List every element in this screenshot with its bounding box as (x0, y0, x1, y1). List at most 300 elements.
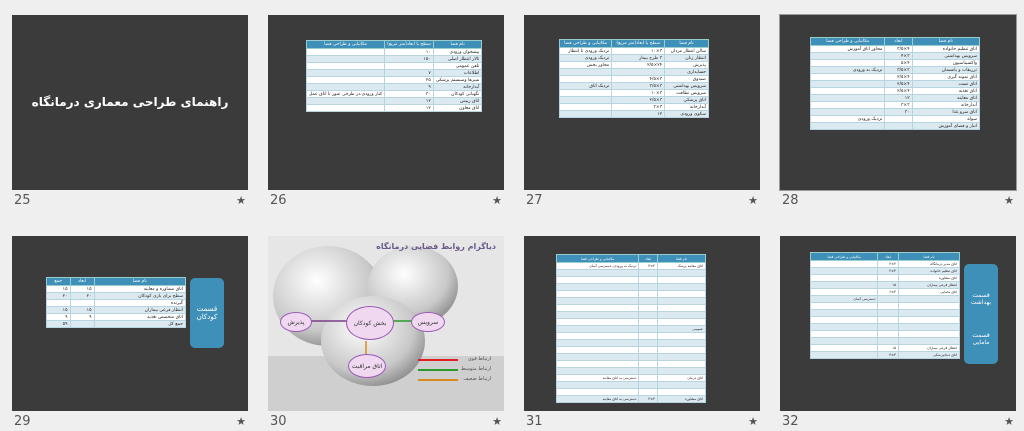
slide-number: 25 (14, 193, 31, 208)
slide-canvas (524, 15, 760, 190)
table-cell (811, 303, 878, 310)
table-cell (639, 270, 657, 277)
table-row (811, 88, 980, 95)
table-cell (639, 333, 657, 340)
table-cell: انتظار فرعی بیماران (94, 307, 185, 314)
table-header-cell: نام فضا (94, 278, 185, 286)
node-bottom: اتاق مراقبت (348, 354, 386, 378)
table-cell: ۱۵ (47, 307, 71, 314)
table-cell: ۴×۵ (885, 60, 912, 67)
table-header-row (811, 38, 980, 46)
table-cell (811, 88, 885, 95)
table-row (557, 389, 706, 396)
table-cell (639, 291, 657, 298)
table-cell (557, 347, 639, 354)
table-cell: اتاق نمونه گیری (912, 74, 979, 81)
table-row (811, 317, 960, 324)
star-icon: ★ (492, 194, 502, 207)
table-cell: مجاور اتاق آموزش (811, 46, 885, 53)
table-cell: انتظار زنان (665, 55, 709, 62)
table-cell (560, 69, 612, 76)
table-cell (557, 340, 639, 347)
node-center: بخش کودکان (346, 306, 394, 340)
table-cell: ۹ (47, 314, 71, 321)
table-cell (557, 291, 639, 298)
table-cell: ۴×۲/۵ (885, 81, 912, 88)
table-cell: ۲۰ (47, 293, 71, 300)
table-cell (557, 270, 639, 277)
table-cell: سرویس نظافت (665, 90, 709, 97)
table-row (47, 307, 186, 314)
slide-canvas (268, 15, 504, 190)
table-row (811, 53, 980, 60)
table-cell (557, 354, 639, 361)
table-row (307, 63, 482, 70)
table-cell: نزدیک ورودی (811, 116, 885, 123)
table-cell (811, 317, 878, 324)
table-cell (639, 382, 657, 389)
table-cell: تالار انتظار اصلی (433, 56, 482, 63)
table-cell: اتاق درمان (657, 375, 705, 382)
table-cell (657, 382, 705, 389)
table-cell (307, 56, 385, 63)
table-cell (898, 303, 959, 310)
slide-table (306, 40, 482, 112)
table-cell: نزدیک اتاق (560, 83, 612, 90)
table-cell (657, 354, 705, 361)
slide-number: 31 (526, 414, 543, 429)
table-cell (639, 340, 657, 347)
table-row (557, 340, 706, 347)
table-cell (878, 317, 899, 324)
table-row (557, 312, 706, 319)
table-cell: ۱۵ (47, 286, 71, 293)
table-cell (878, 310, 899, 317)
table-cell (639, 298, 657, 305)
table-cell: ۳×۴/۵ (612, 76, 665, 83)
table-cell: ۱۵ (70, 286, 94, 293)
table-row (557, 375, 706, 382)
table-cell: اتاق مشاوره (657, 396, 705, 403)
table-cell: نزدیک ورودی تا انتظار (560, 48, 612, 55)
star-icon: ★ (492, 415, 502, 428)
table-header-cell: نام فضا (657, 255, 705, 263)
table-cell (657, 347, 705, 354)
table-row (811, 345, 960, 352)
table-header-cell: ابعاد (878, 253, 899, 261)
table-cell: تزریقات و پانسمان (912, 67, 979, 74)
table-header-row (557, 255, 706, 263)
table-row (557, 361, 706, 368)
table-cell (811, 74, 885, 81)
table-row (811, 310, 960, 317)
slide-table (810, 252, 960, 359)
table-cell (657, 368, 705, 375)
slide-number: 30 (270, 414, 287, 429)
table-cell (639, 354, 657, 361)
table-header-cell: نام فضا (665, 40, 709, 48)
table-row (560, 83, 709, 90)
table-cell: ۱۲ (885, 95, 912, 102)
table-cell (639, 375, 657, 382)
table-cell: ۴×۲/۵ (885, 88, 912, 95)
section-tab: قسمت کودکان (190, 278, 224, 348)
table-cell (811, 345, 878, 352)
slide-number: 27 (526, 193, 543, 208)
table-cell (811, 331, 878, 338)
table-cell: حسابداری (665, 69, 709, 76)
table-cell: ۳۰ (385, 91, 434, 98)
table-cell (811, 123, 885, 130)
table-cell (70, 300, 94, 307)
table-cell (639, 284, 657, 291)
table-row (307, 56, 482, 63)
table-cell: ۱۵ (878, 282, 899, 289)
table-cell: اتاق متخصص تغذیه (94, 314, 185, 321)
table-header-row (47, 278, 186, 286)
table-cell (811, 282, 878, 289)
star-icon: ★ (748, 194, 758, 207)
table-cell: انتظار فرعی بیماران (898, 345, 959, 352)
table-cell (557, 298, 639, 305)
table-header-row (307, 41, 482, 49)
table-cell (557, 326, 639, 333)
table-cell: جمع کل (94, 321, 185, 328)
table-cell (557, 361, 639, 368)
table-header-cell: مکانیابی و طراحی فضا (811, 253, 878, 261)
table-cell (657, 333, 705, 340)
table-row (560, 76, 709, 83)
table-row (811, 109, 980, 116)
table-row (560, 90, 709, 97)
table-cell (878, 275, 899, 282)
table-cell (811, 60, 885, 67)
table-cell: ۷ (385, 70, 434, 77)
table-header-cell: ابعاد (70, 278, 94, 286)
table-row (557, 270, 706, 277)
table-cell (657, 361, 705, 368)
table-row (811, 324, 960, 331)
table-cell (307, 70, 385, 77)
table-cell: اتاق مدیر درمانگاه (898, 261, 959, 268)
table-cell: آبدارخانه (912, 102, 979, 109)
table-cell: ۳ طرح بیمار (612, 55, 665, 62)
table-cell (811, 53, 885, 60)
table-cell (639, 305, 657, 312)
table-header-cell: سطح یا ابعاد(متر مربع) (385, 41, 434, 49)
table-cell (657, 291, 705, 298)
slide-canvas (780, 15, 1016, 190)
table-cell: اتاق معاینه (912, 95, 979, 102)
table-row (560, 97, 709, 104)
table-cell (811, 95, 885, 102)
table-cell (898, 324, 959, 331)
star-icon: ★ (236, 415, 246, 428)
table-cell: دسترسی به اتاق معاینه (557, 396, 639, 403)
table-cell (657, 319, 705, 326)
table-cell: پیشخوان ورودی (433, 49, 482, 56)
section-tab-health: قسمت بهداشت (964, 264, 998, 334)
table-cell (657, 270, 705, 277)
table-cell (560, 90, 612, 97)
table-row (307, 105, 482, 112)
table-cell: سکوی ورودی (665, 111, 709, 118)
table-row (557, 291, 706, 298)
table-cell: ۳×۳ (612, 104, 665, 111)
table-row (811, 331, 960, 338)
table-header-cell: مکانیابی و طراحی فضا (560, 40, 612, 48)
table-row (557, 284, 706, 291)
table-row (811, 102, 980, 109)
table-row (811, 81, 980, 88)
table-cell: آبدارخانه (665, 104, 709, 111)
table-cell: کنار ورودی،در طرحی عبور تا اتاق عمل (307, 91, 385, 98)
table-cell (898, 317, 959, 324)
table-cell: ۱۰ (385, 49, 434, 56)
slide-number: 32 (782, 414, 799, 429)
table-cell: نزدیک ورودی (560, 55, 612, 62)
table-header-row (560, 40, 709, 48)
table-cell (657, 298, 705, 305)
table-cell: اتاق تنظیم خانواده (912, 46, 979, 53)
table-cell (557, 319, 639, 326)
slide-canvas (524, 236, 760, 411)
slide-canvas (268, 236, 504, 411)
table-cell: ۳×۳ (878, 352, 899, 359)
table-row (307, 98, 482, 105)
star-icon: ★ (748, 415, 758, 428)
table-cell (811, 275, 878, 282)
table-cell (657, 389, 705, 396)
table-cell (657, 305, 705, 312)
legend-medium: ارتباط متوسط (461, 366, 492, 372)
table-cell: سرویس بهداشتی (912, 53, 979, 60)
table-cell (557, 277, 639, 284)
table-cell (811, 338, 878, 345)
table-cell: دسترسی آسان (811, 296, 878, 303)
table-row (811, 123, 980, 130)
table-cell: ۴×۲/۵ (885, 74, 912, 81)
table-cell (878, 303, 899, 310)
slide-number: 26 (270, 193, 287, 208)
table-row (47, 293, 186, 300)
table-cell (657, 340, 705, 347)
table-row (560, 55, 709, 62)
table-row (560, 104, 709, 111)
table-row (47, 286, 186, 293)
table-cell: اتاق سرو غذا (912, 109, 979, 116)
table-row (557, 396, 706, 403)
table-cell: گیرنده (94, 300, 185, 307)
table-cell: ۳۰ (885, 109, 912, 116)
table-row (811, 116, 980, 123)
table-row (307, 70, 482, 77)
table-cell: ۳×۳/۵ (612, 83, 665, 90)
diagram-heading: دیاگرام روابط فضایی درمانگاه (376, 242, 496, 251)
table-cell (811, 289, 878, 296)
table-cell (639, 277, 657, 284)
slide-table (556, 254, 706, 403)
table-cell (557, 333, 639, 340)
table-header-cell: نام فضا (898, 253, 959, 261)
table-cell: آبدارخانه (433, 84, 482, 91)
table-header-cell: نام فضا (433, 41, 482, 49)
table-header-cell: جمع (47, 278, 71, 286)
table-row (557, 277, 706, 284)
table-row (47, 314, 186, 321)
table-cell: ۱۵ (70, 307, 94, 314)
table-cell (657, 284, 705, 291)
slide-table (559, 39, 709, 118)
table-cell (898, 338, 959, 345)
table-row (811, 275, 960, 282)
table-row (811, 95, 980, 102)
table-cell: ۹ (70, 314, 94, 321)
table-cell (811, 352, 878, 359)
table-row (557, 333, 706, 340)
table-row (560, 69, 709, 76)
table-row (557, 354, 706, 361)
table-cell: مجاور بخش (560, 62, 612, 69)
table-cell: ۵۹ (47, 321, 71, 328)
table-cell: ۳×۲/۵ (612, 97, 665, 104)
table-cell: ۳×۳ (639, 263, 657, 270)
slide-number: 29 (14, 414, 31, 429)
table-cell: واکسیناسیون (912, 60, 979, 67)
table-cell: نزدیک به ورودی، دسترسی آسان (557, 263, 639, 270)
table-cell (557, 382, 639, 389)
table-cell: نگهبانی کودکان (433, 91, 482, 98)
table-header-cell: ابعاد (639, 255, 657, 263)
table-cell: ۳×۶ (878, 289, 899, 296)
table-row (307, 77, 482, 84)
table-cell (307, 105, 385, 112)
table-cell: ۴×۳/۵ (885, 46, 912, 53)
table-cell (557, 305, 639, 312)
table-cell (612, 69, 665, 76)
table-cell: اطلاعات (433, 70, 482, 77)
table-cell (557, 312, 639, 319)
star-icon: ★ (236, 194, 246, 207)
table-row (811, 338, 960, 345)
table-cell (47, 300, 71, 307)
table-cell: ۱۲ (385, 105, 434, 112)
table-cell (811, 81, 885, 88)
table-row (47, 321, 186, 328)
table-cell: ۳×۴ (885, 53, 912, 60)
table-cell: ۲۰ (70, 293, 94, 300)
table-cell (811, 268, 878, 275)
table-cell (70, 321, 94, 328)
table-cell (560, 111, 612, 118)
table-row (811, 352, 960, 359)
table-cell: سرویس بهداشتی (665, 83, 709, 90)
table-cell (307, 98, 385, 105)
table-cell: دسترسی به اتاق معاینه (557, 375, 639, 382)
table-header-cell: سطح یا ابعاد(متر مربع) (612, 40, 665, 48)
table-row (811, 46, 980, 53)
table-cell (878, 331, 899, 338)
legend (461, 354, 491, 384)
table-cell: ۹ (385, 84, 434, 91)
table-cell (657, 312, 705, 319)
table-cell: اتاق رییس (433, 98, 482, 105)
table-row (811, 261, 960, 268)
table-cell (898, 310, 959, 317)
table-row (811, 67, 980, 74)
table-cell (885, 123, 912, 130)
table-cell: شیرها وسیستم پزشکی (433, 77, 482, 84)
table-header-cell: ابعاد (885, 38, 912, 46)
table-row (811, 296, 960, 303)
table-row (557, 382, 706, 389)
table-cell (557, 284, 639, 291)
table-cell (639, 326, 657, 333)
slide-title: راهنمای طراحی معماری درمانگاه (31, 95, 229, 109)
table-cell: اتاق معاینه پزشک (657, 263, 705, 270)
table-row (557, 305, 706, 312)
table-cell (878, 338, 899, 345)
table-row (307, 49, 482, 56)
table-cell: ۱۵ (878, 345, 899, 352)
table-cell (307, 49, 385, 56)
table-row (560, 62, 709, 69)
table-row (557, 298, 706, 305)
table-cell (898, 296, 959, 303)
table-cell: انتظار فرعی بیماران (898, 282, 959, 289)
slide-number: 28 (782, 193, 799, 208)
slide-table (46, 277, 186, 328)
table-row (557, 326, 706, 333)
table-header-cell: مکانیابی و طراحی فضا (307, 41, 385, 49)
table-cell: پذیرش (665, 62, 709, 69)
table-cell: اتاق تست (912, 81, 979, 88)
table-row (811, 268, 960, 275)
table-cell: اتاق معاون (433, 105, 482, 112)
table-cell: انبار و فضای آموزش (912, 123, 979, 130)
table-cell (639, 347, 657, 354)
table-cell: ۱۲ (385, 98, 434, 105)
table-cell: ۳×۱۰ (612, 48, 665, 55)
table-cell: سوله (912, 116, 979, 123)
table-cell: صندوق (665, 76, 709, 83)
table-cell: اتاق مامایی (898, 289, 959, 296)
table-row (811, 74, 980, 81)
table-row (307, 91, 482, 98)
table-cell (557, 368, 639, 375)
table-row (811, 303, 960, 310)
table-row (557, 368, 706, 375)
table-cell: ۳×۳ (885, 102, 912, 109)
table-cell (307, 77, 385, 84)
table-cell (898, 331, 959, 338)
table-cell: ۱۲ (612, 111, 665, 118)
table-cell: ۳×۳/۵ (885, 67, 912, 74)
table-cell (385, 63, 434, 70)
table-cell: ۱۵۰ (385, 56, 434, 63)
table-cell (560, 104, 612, 111)
table-cell: ۲۵ (385, 77, 434, 84)
star-icon: ★ (1004, 415, 1014, 428)
table-row (557, 319, 706, 326)
table-cell (639, 312, 657, 319)
table-cell (811, 310, 878, 317)
table-cell: اتاق تغذیه (912, 88, 979, 95)
slide-canvas (780, 236, 1016, 411)
table-cell: تلفن عمومی (433, 63, 482, 70)
table-row (557, 263, 706, 270)
table-cell (307, 84, 385, 91)
